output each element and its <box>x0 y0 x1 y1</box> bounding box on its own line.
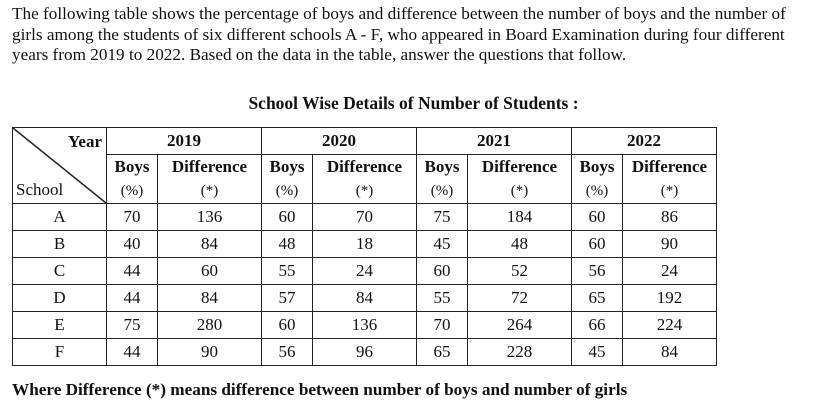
difference-cell: 84 <box>158 285 262 312</box>
difference-cell: 224 <box>623 312 717 339</box>
difference-cell: 72 <box>468 285 572 312</box>
boys-unit: (%) <box>430 183 454 199</box>
difference-cell: 70 <box>313 204 417 231</box>
table-body <box>13 204 717 366</box>
year-header-row <box>13 128 717 155</box>
school-cell: B <box>13 231 107 258</box>
difference-cell: 60 <box>158 258 262 285</box>
difference-unit: (*) <box>355 183 374 199</box>
year-header: 2022 <box>572 128 717 155</box>
boys-percent-cell: 56 <box>262 339 313 366</box>
difference-label: Difference <box>326 157 403 176</box>
boys-label: Boys <box>424 157 460 176</box>
difference-cell: 84 <box>158 231 262 258</box>
boys-percent-cell: 60 <box>262 312 313 339</box>
difference-cell: 48 <box>468 231 572 258</box>
difference-unit: (*) <box>510 183 529 199</box>
boys-percent-cell: 45 <box>417 231 468 258</box>
difference-unit: (*) <box>660 183 679 199</box>
boys-percent-cell: 48 <box>262 231 313 258</box>
corner-school-label: School <box>16 180 64 199</box>
school-cell: E <box>13 312 107 339</box>
difference-header <box>623 155 717 204</box>
boys-percent-cell: 44 <box>107 339 158 366</box>
boys-percent-cell: 55 <box>262 258 313 285</box>
table-row <box>13 204 717 231</box>
boys-percent-cell: 44 <box>107 258 158 285</box>
boys-percent-cell: 66 <box>572 312 623 339</box>
boys-percent-cell: 40 <box>107 231 158 258</box>
difference-label: Difference <box>171 157 248 176</box>
year-header: 2021 <box>417 128 572 155</box>
year-header: 2020 <box>262 128 417 155</box>
boys-label: Boys <box>579 157 615 176</box>
difference-cell: 24 <box>623 258 717 285</box>
difference-cell: 264 <box>468 312 572 339</box>
year-header: 2019 <box>107 128 262 155</box>
boys-percent-cell: 56 <box>572 258 623 285</box>
corner-year-label: Year <box>68 132 102 151</box>
sub-header-row <box>13 155 717 204</box>
difference-cell: 52 <box>468 258 572 285</box>
table-title: School Wise Details of Number of Students : <box>248 93 579 113</box>
school-cell: D <box>13 285 107 312</box>
difference-header <box>158 155 262 204</box>
corner-header <box>13 128 107 204</box>
difference-cell: 84 <box>313 285 417 312</box>
difference-cell: 136 <box>313 312 417 339</box>
difference-label: Difference <box>631 157 708 176</box>
boys-percent-cell: 60 <box>262 204 313 231</box>
boys-percent-cell: 65 <box>572 285 623 312</box>
boys-percent-cell: 57 <box>262 285 313 312</box>
boys-percent-cell: 60 <box>572 204 623 231</box>
boys-percent-cell: 75 <box>107 312 158 339</box>
difference-cell: 96 <box>313 339 417 366</box>
boys-percent-cell: 60 <box>417 258 468 285</box>
difference-cell: 18 <box>313 231 417 258</box>
boys-header <box>572 155 623 204</box>
footnote: Where Difference (*) means difference between number of boys and number of girls <box>12 380 628 399</box>
school-cell: A <box>13 204 107 231</box>
difference-unit: (*) <box>200 183 219 199</box>
difference-label: Difference <box>481 157 558 176</box>
boys-unit: (%) <box>120 183 144 199</box>
difference-cell: 86 <box>623 204 717 231</box>
boys-label: Boys <box>114 157 150 176</box>
difference-header <box>313 155 417 204</box>
boys-percent-cell: 65 <box>417 339 468 366</box>
intro-paragraph: The following table shows the percentage of boys and difference between the number of boys and the number of girls among the students of six different schools A - F, who appeared in Board Examination during four different years from 2019 to 2022. Based on the data in the table, answer the questions that follow. <box>12 4 786 64</box>
boys-percent-cell: 75 <box>417 204 468 231</box>
table-row <box>13 339 717 366</box>
difference-cell: 184 <box>468 204 572 231</box>
difference-cell: 84 <box>623 339 717 366</box>
difference-cell: 280 <box>158 312 262 339</box>
school-cell: C <box>13 258 107 285</box>
boys-percent-cell: 70 <box>107 204 158 231</box>
boys-header <box>417 155 468 204</box>
school-cell: F <box>13 339 107 366</box>
table-row <box>13 285 717 312</box>
boys-header <box>107 155 158 204</box>
boys-percent-cell: 60 <box>572 231 623 258</box>
boys-unit: (%) <box>585 183 609 199</box>
boys-label: Boys <box>269 157 305 176</box>
difference-header <box>468 155 572 204</box>
difference-cell: 136 <box>158 204 262 231</box>
difference-cell: 24 <box>313 258 417 285</box>
boys-percent-cell: 55 <box>417 285 468 312</box>
difference-cell: 90 <box>623 231 717 258</box>
table-row <box>13 231 717 258</box>
boys-unit: (%) <box>275 183 299 199</box>
difference-cell: 192 <box>623 285 717 312</box>
boys-percent-cell: 45 <box>572 339 623 366</box>
table-row <box>13 312 717 339</box>
difference-cell: 228 <box>468 339 572 366</box>
difference-cell: 90 <box>158 339 262 366</box>
school-data-table <box>12 127 717 366</box>
boys-percent-cell: 70 <box>417 312 468 339</box>
table-row <box>13 258 717 285</box>
boys-header <box>262 155 313 204</box>
boys-percent-cell: 44 <box>107 285 158 312</box>
